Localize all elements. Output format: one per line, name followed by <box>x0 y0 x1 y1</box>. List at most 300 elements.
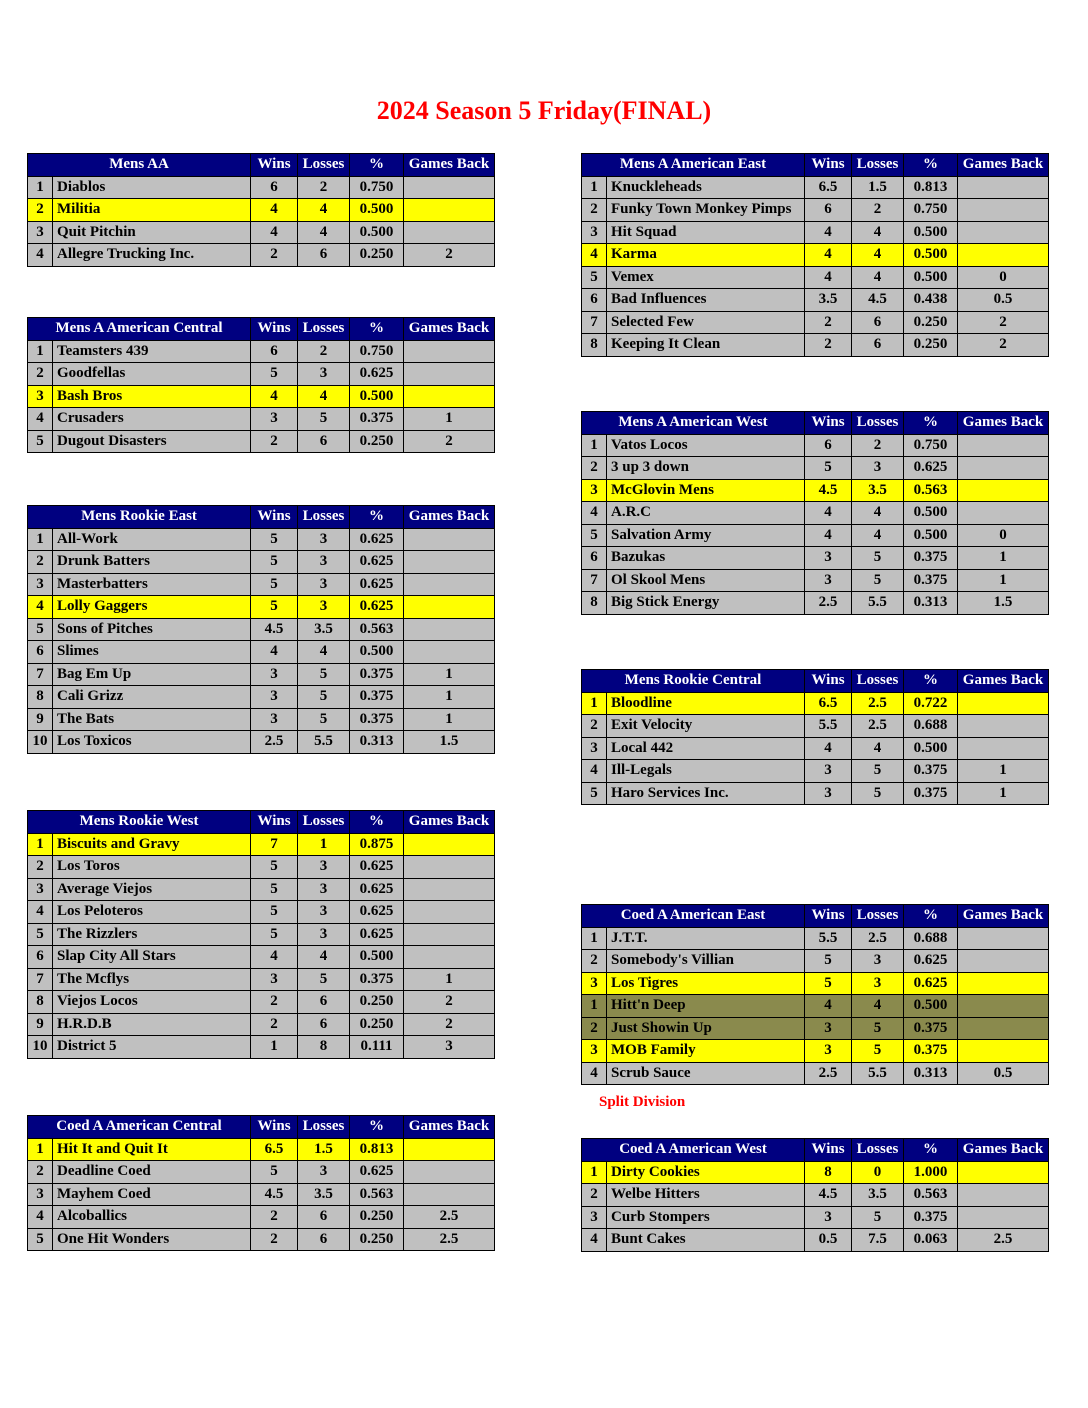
games-back-cell <box>404 901 495 924</box>
games-back-cell <box>958 927 1049 950</box>
team-name-cell: Curb Stompers <box>607 1206 805 1229</box>
wins-cell: 4 <box>805 244 852 267</box>
pct-cell: 0.375 <box>904 760 958 783</box>
pct-cell: 0.625 <box>350 551 404 574</box>
wins-cell: 2 <box>251 430 298 453</box>
games-back-cell: 1 <box>958 569 1049 592</box>
games-back-column-header: Games Back <box>958 670 1049 693</box>
team-row <box>582 569 1049 592</box>
rank-cell: 4 <box>28 596 53 619</box>
wins-cell: 2.5 <box>805 1062 852 1085</box>
losses-cell: 3.5 <box>298 1183 350 1206</box>
rank-cell: 4 <box>28 1206 53 1229</box>
team-name-cell: The Mcflys <box>53 968 251 991</box>
team-row <box>582 434 1049 457</box>
team-name-cell: Ill-Legals <box>607 760 805 783</box>
losses-cell: 4 <box>852 737 904 760</box>
games-back-cell <box>958 1040 1049 1063</box>
team-row <box>582 311 1049 334</box>
losses-cell: 5 <box>852 547 904 570</box>
pct-column-header: % <box>350 154 404 177</box>
standings-table <box>581 904 1049 1085</box>
team-row <box>582 289 1049 312</box>
standings-table <box>581 411 1049 615</box>
losses-column-header: Losses <box>298 506 350 529</box>
team-row <box>28 199 495 222</box>
table-header-row <box>28 1116 495 1139</box>
rank-cell: 10 <box>28 1036 53 1059</box>
wins-column-header: Wins <box>251 318 298 341</box>
rank-cell: 3 <box>28 221 53 244</box>
team-name-cell: Los Peloteros <box>53 901 251 924</box>
losses-cell: 4 <box>298 221 350 244</box>
losses-cell: 5 <box>298 408 350 431</box>
standings-table <box>581 153 1049 357</box>
standings-table <box>27 153 495 267</box>
team-name-cell: Bunt Cakes <box>607 1229 805 1252</box>
team-row <box>582 995 1049 1018</box>
wins-cell: 4 <box>805 502 852 525</box>
pct-cell: 0.375 <box>904 782 958 805</box>
pct-cell: 0.313 <box>904 592 958 615</box>
losses-cell: 6 <box>298 1228 350 1251</box>
rank-cell: 3 <box>582 221 607 244</box>
games-back-cell <box>404 946 495 969</box>
team-row <box>28 663 495 686</box>
team-row <box>28 901 495 924</box>
standings-table-coed-a-american-west <box>581 1138 1048 1252</box>
games-back-cell: 0.5 <box>958 289 1049 312</box>
pct-cell: 0.625 <box>904 950 958 973</box>
wins-cell: 3 <box>805 782 852 805</box>
rank-cell: 5 <box>28 1228 53 1251</box>
wins-cell: 6 <box>805 434 852 457</box>
wins-cell: 4.5 <box>251 1183 298 1206</box>
rank-cell: 1 <box>582 995 607 1018</box>
wins-column-header: Wins <box>805 905 852 928</box>
pct-cell: 0.375 <box>350 686 404 709</box>
games-back-cell <box>404 199 495 222</box>
rank-cell: 6 <box>582 547 607 570</box>
pct-cell: 0.500 <box>350 385 404 408</box>
games-back-cell: 0 <box>958 524 1049 547</box>
team-row <box>582 334 1049 357</box>
games-back-cell <box>958 502 1049 525</box>
team-row <box>582 927 1049 950</box>
team-row <box>28 221 495 244</box>
team-name-cell: The Rizzlers <box>53 923 251 946</box>
pct-cell: 0.500 <box>350 199 404 222</box>
rank-cell: 1 <box>28 176 53 199</box>
team-row <box>28 618 495 641</box>
team-row <box>582 737 1049 760</box>
pct-cell: 0.250 <box>350 1206 404 1229</box>
pct-cell: 0.813 <box>350 1138 404 1161</box>
division-title: Coed A American West <box>582 1139 805 1162</box>
team-name-cell: Average Viejos <box>53 878 251 901</box>
team-name-cell: Hitt'n Deep <box>607 995 805 1018</box>
games-back-cell <box>404 363 495 386</box>
rank-cell: 3 <box>582 737 607 760</box>
losses-cell: 5.5 <box>298 731 350 754</box>
team-row <box>28 946 495 969</box>
team-row <box>582 1062 1049 1085</box>
games-back-cell <box>404 1138 495 1161</box>
rank-cell: 3 <box>28 1183 53 1206</box>
pct-column-header: % <box>904 154 958 177</box>
rank-cell: 3 <box>28 878 53 901</box>
rank-cell: 4 <box>582 1062 607 1085</box>
team-row <box>28 923 495 946</box>
rank-cell: 1 <box>582 434 607 457</box>
losses-column-header: Losses <box>298 811 350 834</box>
losses-cell: 1 <box>298 833 350 856</box>
standings-table <box>27 1115 495 1251</box>
losses-cell: 5 <box>298 663 350 686</box>
team-row <box>28 1138 495 1161</box>
rank-cell: 4 <box>28 901 53 924</box>
pct-column-header: % <box>350 318 404 341</box>
division-title: Mens Rookie Central <box>582 670 805 693</box>
wins-cell: 4.5 <box>805 1184 852 1207</box>
losses-cell: 6 <box>298 1206 350 1229</box>
rank-cell: 5 <box>28 618 53 641</box>
games-back-cell <box>958 972 1049 995</box>
rank-cell: 8 <box>582 334 607 357</box>
losses-cell: 4 <box>298 641 350 664</box>
team-name-cell: Big Stick Energy <box>607 592 805 615</box>
team-name-cell: Los Toxicos <box>53 731 251 754</box>
team-row <box>28 1228 495 1251</box>
pct-cell: 0.375 <box>904 1040 958 1063</box>
wins-cell: 3 <box>805 1017 852 1040</box>
games-back-column-header: Games Back <box>404 506 495 529</box>
team-name-cell: Los Tigres <box>607 972 805 995</box>
losses-cell: 6 <box>298 244 350 267</box>
standings-table-coed-a-american-east <box>581 904 1048 1085</box>
wins-cell: 4 <box>251 199 298 222</box>
table-header-row <box>582 670 1049 693</box>
games-back-cell <box>404 618 495 641</box>
rank-cell: 4 <box>582 760 607 783</box>
losses-cell: 3 <box>298 923 350 946</box>
team-row <box>28 968 495 991</box>
wins-cell: 2 <box>805 311 852 334</box>
team-row <box>582 176 1049 199</box>
losses-cell: 2 <box>852 199 904 222</box>
losses-column-header: Losses <box>852 412 904 435</box>
rank-cell: 5 <box>582 782 607 805</box>
wins-cell: 4.5 <box>805 479 852 502</box>
rank-cell: 4 <box>582 244 607 267</box>
team-name-cell: Somebody's Villian <box>607 950 805 973</box>
games-back-cell <box>404 596 495 619</box>
wins-cell: 5 <box>251 878 298 901</box>
rank-cell: 1 <box>582 692 607 715</box>
pct-cell: 0.375 <box>904 1017 958 1040</box>
team-row <box>582 1229 1049 1252</box>
games-back-cell <box>404 385 495 408</box>
games-back-column-header: Games Back <box>958 1139 1049 1162</box>
team-row <box>582 950 1049 973</box>
games-back-cell <box>404 856 495 879</box>
pct-cell: 0.625 <box>350 528 404 551</box>
wins-cell: 6.5 <box>805 176 852 199</box>
table-header-row <box>582 412 1049 435</box>
team-row <box>28 551 495 574</box>
wins-cell: 2 <box>251 244 298 267</box>
wins-cell: 5.5 <box>805 715 852 738</box>
team-row <box>28 573 495 596</box>
team-row <box>28 408 495 431</box>
games-back-cell <box>958 479 1049 502</box>
losses-cell: 5.5 <box>852 592 904 615</box>
team-name-cell: Alcoballics <box>53 1206 251 1229</box>
team-name-cell: Just Showin Up <box>607 1017 805 1040</box>
pct-cell: 0.375 <box>350 708 404 731</box>
pct-column-header: % <box>904 670 958 693</box>
rank-cell: 2 <box>28 1161 53 1184</box>
team-name-cell: Scrub Sauce <box>607 1062 805 1085</box>
games-back-cell <box>404 176 495 199</box>
losses-column-header: Losses <box>852 670 904 693</box>
losses-cell: 3.5 <box>298 618 350 641</box>
standings-table <box>27 810 495 1059</box>
team-name-cell: Karma <box>607 244 805 267</box>
games-back-column-header: Games Back <box>958 412 1049 435</box>
games-back-column-header: Games Back <box>404 1116 495 1139</box>
pct-cell: 0.500 <box>350 946 404 969</box>
wins-cell: 5 <box>805 972 852 995</box>
losses-cell: 1.5 <box>852 176 904 199</box>
wins-cell: 4 <box>805 266 852 289</box>
wins-cell: 2 <box>251 1013 298 1036</box>
games-back-cell <box>404 221 495 244</box>
table-header-row <box>28 154 495 177</box>
games-back-cell <box>958 221 1049 244</box>
losses-cell: 3.5 <box>852 1184 904 1207</box>
pct-cell: 0.625 <box>350 573 404 596</box>
rank-cell: 4 <box>582 502 607 525</box>
wins-column-header: Wins <box>251 1116 298 1139</box>
rank-cell: 2 <box>28 551 53 574</box>
losses-cell: 3 <box>298 551 350 574</box>
team-name-cell: Quit Pitchin <box>53 221 251 244</box>
games-back-cell <box>404 551 495 574</box>
rank-cell: 5 <box>582 524 607 547</box>
losses-cell: 3 <box>298 363 350 386</box>
team-row <box>28 1161 495 1184</box>
losses-cell: 5 <box>298 968 350 991</box>
rank-cell: 2 <box>28 199 53 222</box>
rank-cell: 2 <box>28 856 53 879</box>
pct-cell: 0.750 <box>350 176 404 199</box>
wins-cell: 5 <box>251 856 298 879</box>
games-back-column-header: Games Back <box>404 154 495 177</box>
division-title: Coed A American Central <box>28 1116 251 1139</box>
team-name-cell: Bag Em Up <box>53 663 251 686</box>
games-back-cell <box>958 1184 1049 1207</box>
team-row <box>28 878 495 901</box>
rank-cell: 7 <box>28 968 53 991</box>
team-name-cell: District 5 <box>53 1036 251 1059</box>
team-name-cell: Lolly Gaggers <box>53 596 251 619</box>
team-row <box>28 1206 495 1229</box>
games-back-cell: 1 <box>404 663 495 686</box>
team-name-cell: Dirty Cookies <box>607 1161 805 1184</box>
wins-cell: 3 <box>251 686 298 709</box>
pct-cell: 0.500 <box>904 266 958 289</box>
pct-cell: 0.375 <box>350 663 404 686</box>
games-back-column-header: Games Back <box>404 811 495 834</box>
games-back-cell: 1 <box>404 408 495 431</box>
team-row <box>582 1206 1049 1229</box>
pct-cell: 0.625 <box>350 363 404 386</box>
games-back-cell: 2 <box>404 1013 495 1036</box>
losses-cell: 4 <box>852 502 904 525</box>
wins-cell: 3 <box>251 708 298 731</box>
table-header-row <box>582 905 1049 928</box>
wins-column-header: Wins <box>805 412 852 435</box>
wins-cell: 3 <box>805 547 852 570</box>
team-name-cell: 3 up 3 down <box>607 457 805 480</box>
losses-cell: 5 <box>852 1017 904 1040</box>
losses-cell: 4 <box>298 946 350 969</box>
team-row <box>582 547 1049 570</box>
rank-cell: 8 <box>28 991 53 1014</box>
rank-cell: 7 <box>582 569 607 592</box>
table-header-row <box>28 506 495 529</box>
pct-cell: 0.688 <box>904 715 958 738</box>
rank-cell: 1 <box>28 1138 53 1161</box>
team-name-cell: Local 442 <box>607 737 805 760</box>
team-row <box>582 1184 1049 1207</box>
losses-cell: 4 <box>852 221 904 244</box>
team-row <box>582 1017 1049 1040</box>
team-name-cell: A.R.C <box>607 502 805 525</box>
team-name-cell: Ol Skool Mens <box>607 569 805 592</box>
losses-cell: 2.5 <box>852 927 904 950</box>
rank-cell: 6 <box>28 946 53 969</box>
team-name-cell: Deadline Coed <box>53 1161 251 1184</box>
team-name-cell: H.R.D.B <box>53 1013 251 1036</box>
wins-cell: 1 <box>251 1036 298 1059</box>
losses-cell: 7.5 <box>852 1229 904 1252</box>
rank-cell: 10 <box>28 731 53 754</box>
rank-cell: 4 <box>582 1229 607 1252</box>
table-header-row <box>582 1139 1049 1162</box>
wins-cell: 6 <box>251 340 298 363</box>
pct-cell: 0.438 <box>904 289 958 312</box>
pct-cell: 0.688 <box>904 927 958 950</box>
team-name-cell: Goodfellas <box>53 363 251 386</box>
games-back-cell <box>958 1161 1049 1184</box>
team-name-cell: Allegre Trucking Inc. <box>53 244 251 267</box>
wins-cell: 3 <box>805 569 852 592</box>
games-back-cell: 1.5 <box>404 731 495 754</box>
team-name-cell: Salvation Army <box>607 524 805 547</box>
losses-cell: 8 <box>298 1036 350 1059</box>
losses-cell: 3 <box>298 528 350 551</box>
standings-table-mens-rookie-west <box>27 810 494 1059</box>
losses-cell: 3 <box>852 950 904 973</box>
team-name-cell: Dugout Disasters <box>53 430 251 453</box>
games-back-cell: 0.5 <box>958 1062 1049 1085</box>
team-name-cell: Vemex <box>607 266 805 289</box>
wins-cell: 5 <box>251 363 298 386</box>
losses-cell: 5.5 <box>852 1062 904 1085</box>
games-back-cell <box>404 833 495 856</box>
pct-column-header: % <box>904 1139 958 1162</box>
rank-cell: 2 <box>582 1017 607 1040</box>
team-row <box>28 991 495 1014</box>
team-name-cell: Keeping It Clean <box>607 334 805 357</box>
pct-cell: 0.375 <box>904 569 958 592</box>
team-row <box>582 692 1049 715</box>
games-back-cell: 1 <box>958 760 1049 783</box>
pct-cell: 0.563 <box>904 1184 958 1207</box>
pct-cell: 1.000 <box>904 1161 958 1184</box>
rank-cell: 4 <box>28 244 53 267</box>
pct-cell: 0.250 <box>350 244 404 267</box>
table-header-row <box>28 318 495 341</box>
wins-cell: 2 <box>251 991 298 1014</box>
losses-cell: 4 <box>852 266 904 289</box>
losses-cell: 5 <box>298 686 350 709</box>
team-row <box>28 1183 495 1206</box>
pct-cell: 0.500 <box>904 502 958 525</box>
games-back-cell <box>404 340 495 363</box>
wins-cell: 2.5 <box>251 731 298 754</box>
team-name-cell: Welbe Hitters <box>607 1184 805 1207</box>
losses-cell: 2.5 <box>852 715 904 738</box>
losses-cell: 4 <box>852 524 904 547</box>
losses-cell: 4.5 <box>852 289 904 312</box>
wins-cell: 3 <box>251 968 298 991</box>
losses-cell: 4 <box>298 199 350 222</box>
team-row <box>28 833 495 856</box>
losses-column-header: Losses <box>852 154 904 177</box>
losses-cell: 4 <box>852 995 904 1018</box>
team-row <box>28 596 495 619</box>
standings-table-mens-rookie-east <box>27 505 494 754</box>
losses-cell: 5 <box>852 760 904 783</box>
team-name-cell: Drunk Batters <box>53 551 251 574</box>
team-row <box>28 731 495 754</box>
losses-cell: 6 <box>298 430 350 453</box>
pct-cell: 0.250 <box>350 1228 404 1251</box>
team-name-cell: Cali Grizz <box>53 686 251 709</box>
team-name-cell: Slap City All Stars <box>53 946 251 969</box>
rank-cell: 3 <box>28 573 53 596</box>
rank-cell: 1 <box>28 833 53 856</box>
division-title: Mens AA <box>28 154 251 177</box>
team-name-cell: McGlovin Mens <box>607 479 805 502</box>
pct-cell: 0.750 <box>904 199 958 222</box>
team-name-cell: One Hit Wonders <box>53 1228 251 1251</box>
wins-cell: 4 <box>805 995 852 1018</box>
games-back-cell <box>404 641 495 664</box>
team-row <box>28 363 495 386</box>
games-back-cell <box>404 1161 495 1184</box>
losses-cell: 3 <box>852 457 904 480</box>
pct-cell: 0.250 <box>350 1013 404 1036</box>
wins-cell: 6 <box>805 199 852 222</box>
losses-cell: 3 <box>852 972 904 995</box>
team-row <box>582 266 1049 289</box>
team-name-cell: Exit Velocity <box>607 715 805 738</box>
games-back-cell <box>404 528 495 551</box>
